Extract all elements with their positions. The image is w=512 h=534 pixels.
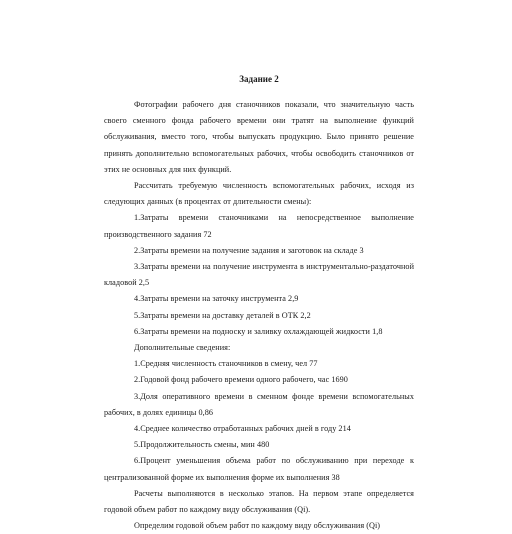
paragraph-item-4: 4.Затраты времени на заточку инструмента 2,9: [134, 294, 299, 304]
task-title: Задание 2: [239, 74, 279, 84]
paragraph-item-5: 5.Затраты времени на доставку деталей в ОТК 2,2: [134, 310, 311, 320]
paragraph-item-1: 1.Затраты времени станочниками на непосредственное выполнение производственного задания 72: [104, 213, 414, 239]
paragraph-extra-5: 5.Продолжительность смены, мин 480: [134, 440, 270, 450]
paragraph-task: Рассчитать требуемую численность вспомогательных рабочих, исходя из следующих данных (в процентах от длительности смены):: [104, 181, 414, 207]
paragraph-item-3: 3.Затраты времени на получение инструмента в инструментально-раздаточной кладовой 2,5: [104, 262, 414, 288]
paragraph-stages: Расчеты выполняются в несколько этапов. На первом этапе определяется годовой объем работ по каждому виду обслуживания (Qi).: [104, 488, 414, 515]
paragraph-additional-heading: Дополнительные сведения:: [134, 343, 231, 353]
document-body: [104, 74, 414, 534]
paragraph-extra-2: 2.Годовой фонд рабочего времени одного рабочего, час 1690: [134, 375, 348, 385]
paragraph-extra-1: 1.Средняя численность станочников в смену, чел 77: [134, 359, 318, 369]
paragraph-item-2: 2.Затраты времени на получение задания и заготовок на складе 3: [134, 245, 364, 255]
paragraph-item-6: 6.Затраты времени на подноску и заливку охлаждающей жидкости 1,8: [134, 326, 383, 336]
paragraph-intro: Фотографии рабочего дня станочников показали, что значительную часть своего сменного фонда рабочего времени они тратят на выполнение функций обслуживания, вместо того, чтобы выпускать продукцию. Было принято решение принять дополнительно вспомогательных рабочих, чтобы освободить станочников от этих не основных для них функций.: [104, 100, 414, 174]
paragraph-extra-6: 6.Процент уменьшения объема работ по обслуживанию при переходе к централизованной форме их выполнения форме их выполнения 38: [104, 456, 414, 482]
paragraph-extra-4: 4.Среднее количество отработанных рабочих дней в году 214: [134, 424, 351, 434]
paragraph-extra-3: 3.Доля оперативного времени в сменном фонде времени вспомогательных рабочих, в долях единицы 0,86: [104, 391, 414, 417]
paragraph-define: Определим годовой объем работ по каждому виду обслуживания (Qi): [134, 521, 381, 531]
